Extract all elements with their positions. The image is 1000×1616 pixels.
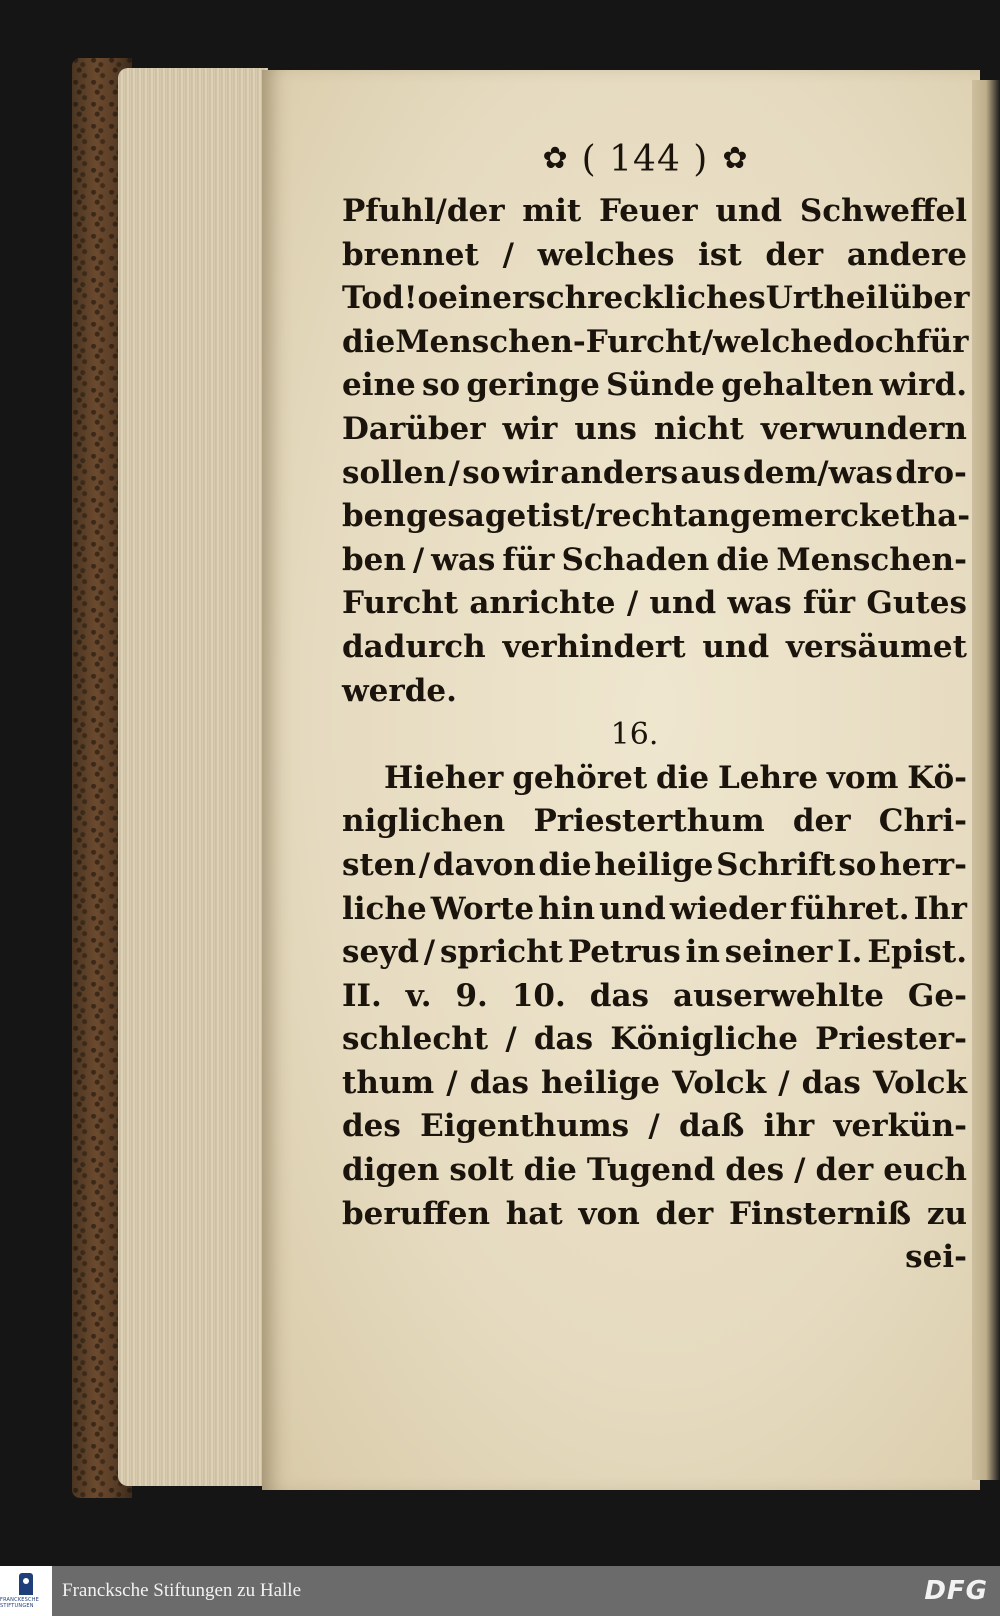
word: zu	[926, 1195, 967, 1232]
word: Schaden	[561, 541, 710, 578]
word: Finsterniß	[729, 1195, 912, 1232]
word: /	[418, 846, 431, 883]
word: ist	[698, 236, 742, 273]
word: /	[701, 323, 714, 360]
word: gesaget	[405, 498, 541, 535]
institution-name: Francksche Stiftungen zu Halle	[62, 1580, 302, 1601]
text-line	[342, 539, 967, 583]
word: die	[342, 323, 396, 360]
text-line	[342, 800, 967, 844]
word: ben	[342, 498, 406, 535]
word: spricht	[439, 934, 563, 971]
word: und	[649, 585, 717, 622]
text-line	[342, 495, 971, 539]
text-line	[342, 626, 967, 670]
text-line	[342, 408, 967, 452]
word: Königliche	[610, 1021, 798, 1058]
text-line	[342, 582, 967, 626]
word: so	[421, 367, 461, 404]
word: für	[802, 585, 856, 622]
word: beruffen	[342, 1195, 490, 1232]
word: Petrus	[567, 934, 681, 971]
word: und	[599, 890, 666, 927]
catchword: sei-	[905, 1239, 967, 1276]
word: gehalten	[721, 367, 874, 404]
word: /	[648, 1108, 660, 1145]
word: wieder	[669, 890, 786, 927]
word: Lehre	[717, 759, 819, 796]
word: ben	[342, 541, 406, 578]
page-edges	[118, 68, 268, 1486]
word: /	[505, 1021, 517, 1058]
word: welches	[537, 236, 675, 273]
word: Gutes	[866, 585, 967, 622]
word: anrichte	[469, 585, 616, 622]
word: doch	[832, 323, 917, 360]
word: heilige	[541, 1064, 661, 1101]
word: /	[412, 541, 425, 578]
word: geringe	[466, 367, 600, 404]
text-line	[342, 1193, 967, 1237]
text-line	[342, 888, 967, 932]
word: Epist.	[867, 934, 967, 971]
word: /	[446, 1064, 458, 1101]
word: /	[448, 454, 460, 491]
institution-logo[interactable]	[0, 1566, 52, 1616]
text-line	[342, 321, 967, 365]
page-text	[342, 190, 971, 1280]
text-line	[342, 1018, 967, 1062]
word: niglichen	[342, 803, 506, 840]
word: das	[533, 1021, 594, 1058]
word: Ihr	[913, 890, 967, 927]
word: führet.	[789, 890, 910, 927]
text-line	[342, 1149, 967, 1193]
word: wir	[502, 410, 558, 447]
word: /	[423, 934, 436, 971]
word: recht	[595, 498, 688, 535]
word: für	[916, 323, 969, 360]
word: wird.	[879, 367, 967, 404]
word: davon	[432, 846, 536, 883]
word: verhindert	[502, 628, 686, 665]
ornament-left-icon: ✿	[542, 141, 568, 176]
word: ein	[438, 280, 493, 317]
word: ha-	[914, 498, 971, 535]
word: Darüber	[342, 410, 486, 447]
word: was	[431, 541, 496, 578]
word: dem/was	[743, 454, 893, 491]
word: auserwehlte	[673, 977, 884, 1014]
word: /	[502, 236, 514, 273]
word: mit	[522, 193, 582, 229]
word: hat	[505, 1195, 563, 1232]
text-line	[342, 975, 967, 1019]
word: so	[462, 454, 501, 491]
word: dro-	[895, 454, 967, 491]
word: des	[725, 1152, 785, 1189]
text-line	[342, 1062, 967, 1106]
text-line	[342, 931, 967, 975]
word: schlecht	[342, 1021, 489, 1058]
word: gehöret	[512, 759, 648, 796]
word: das	[469, 1064, 529, 1101]
word: sollen	[342, 454, 446, 491]
word: und	[715, 193, 783, 229]
text-line	[342, 190, 967, 234]
word: Priester-	[815, 1021, 967, 1058]
word: das	[801, 1064, 861, 1101]
word: digen	[342, 1152, 440, 1189]
word: Urtheil	[765, 280, 890, 317]
word: Worte	[430, 890, 535, 927]
word: 9.	[455, 977, 488, 1014]
logo-text: FRANCKESCHE STIFTUNGEN	[0, 1597, 40, 1609]
word: Menschen-	[776, 541, 967, 578]
word: Schrift	[716, 846, 836, 883]
word: Tugend	[586, 1152, 716, 1189]
word: was	[727, 585, 792, 622]
word: Furcht	[342, 585, 459, 622]
page-header	[520, 134, 770, 184]
word: vom	[826, 759, 899, 796]
word: welche	[713, 323, 833, 360]
word: Hieher	[384, 759, 504, 796]
word: angemercket	[687, 498, 915, 535]
word: daß	[678, 1108, 745, 1145]
word: die	[538, 846, 592, 883]
word: so	[838, 846, 877, 883]
word: Ge-	[907, 977, 967, 1014]
text-line	[342, 452, 967, 496]
word: verkün-	[833, 1108, 967, 1145]
word: Schweffel	[799, 193, 967, 229]
word: ist	[540, 498, 585, 535]
page-number: ( 144 )	[581, 138, 709, 180]
word: erschreckliches	[492, 280, 766, 317]
word: in	[685, 934, 720, 971]
text-line	[342, 757, 967, 801]
word: verwundern	[760, 410, 967, 447]
word: Volck	[872, 1064, 967, 1101]
ornament-right-icon: ✿	[722, 141, 748, 176]
word: heilige	[594, 846, 714, 883]
word: I.	[837, 934, 863, 971]
word: der	[792, 803, 851, 840]
dfg-logo[interactable]: DFG	[924, 1576, 988, 1606]
word: brennet	[342, 236, 479, 273]
word: und	[702, 628, 770, 665]
word: o	[417, 280, 439, 317]
word: versäumet	[785, 628, 967, 665]
word: ihr	[763, 1108, 815, 1145]
word: die	[523, 1152, 577, 1189]
word: für	[502, 541, 555, 578]
word: /	[778, 1064, 790, 1101]
word: seyd	[342, 934, 419, 971]
word: 10.	[511, 977, 566, 1014]
word: eine	[342, 367, 416, 404]
word: liche	[342, 890, 427, 927]
word: Eigenthums	[420, 1108, 630, 1145]
word: des	[342, 1108, 401, 1145]
right-page-edge	[972, 80, 1000, 1480]
word: thum	[342, 1064, 435, 1101]
viewer-footer	[0, 1566, 1000, 1616]
word: euch	[883, 1152, 967, 1189]
word: der	[765, 236, 824, 273]
word: Sünde	[606, 367, 715, 404]
text-line	[342, 844, 967, 888]
word: /	[626, 585, 639, 622]
word: hin	[538, 890, 596, 927]
word: Kö-	[907, 759, 967, 796]
word: sten	[342, 846, 417, 883]
word: Feuer	[598, 193, 698, 229]
word: Priesterthum	[533, 803, 765, 840]
word: wir	[502, 454, 558, 491]
word: das	[589, 977, 650, 1014]
text-line-last: werde.	[342, 672, 457, 709]
word: II.	[342, 977, 382, 1014]
word: über	[889, 280, 970, 317]
word: seiner	[724, 934, 833, 971]
text-line	[342, 277, 970, 321]
word: /	[584, 498, 596, 535]
text-line	[342, 234, 967, 278]
word: andere	[846, 236, 967, 273]
word: aus	[680, 454, 741, 491]
word: Volck	[672, 1064, 767, 1101]
text-line	[342, 364, 967, 408]
word: die	[655, 759, 710, 796]
word: die	[716, 541, 770, 578]
word: Chri-	[878, 803, 967, 840]
word: /	[794, 1152, 806, 1189]
word: dadurch	[342, 628, 486, 665]
word: Tod!	[342, 280, 418, 317]
word: Menschen-Furcht	[395, 323, 702, 360]
word: anders	[560, 454, 679, 491]
word: der	[815, 1152, 874, 1189]
word: von	[578, 1195, 640, 1232]
word: v.	[405, 977, 432, 1014]
word: solt	[449, 1152, 514, 1189]
text-line	[342, 1105, 967, 1149]
word: der	[655, 1195, 714, 1232]
word: Pfuhl/der	[342, 193, 505, 229]
building-icon	[19, 1573, 33, 1595]
word: herr-	[879, 846, 967, 883]
word: nicht	[653, 410, 744, 447]
word: uns	[574, 410, 637, 447]
section-number: 16.	[610, 717, 659, 753]
